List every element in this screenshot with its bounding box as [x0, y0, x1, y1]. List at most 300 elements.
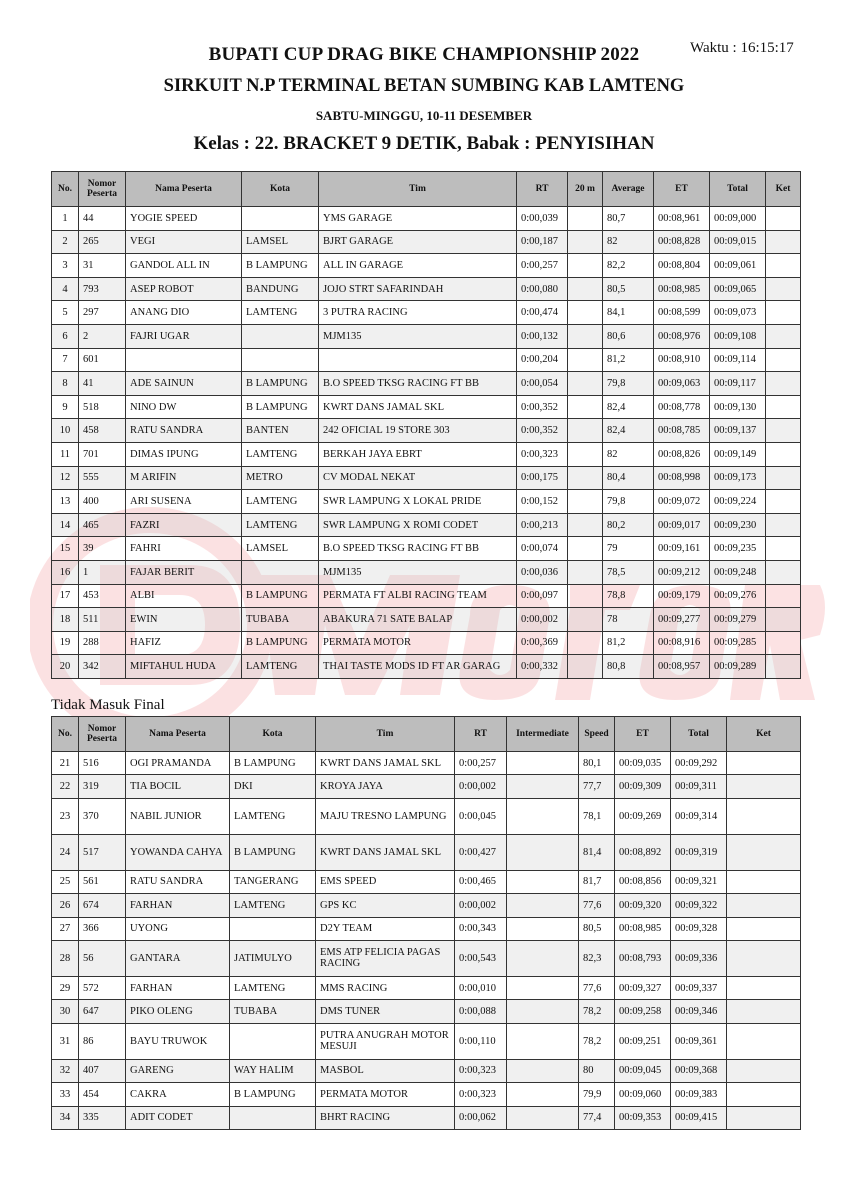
cell-nama-peserta: BAYU TRUWOK: [126, 1023, 230, 1059]
cell-nama-peserta: EWIN: [126, 608, 242, 632]
cell-et: 00:08,828: [654, 230, 710, 254]
header-col-ket: Ket: [766, 172, 801, 207]
cell-nama-peserta: GARENG: [126, 1059, 230, 1082]
cell-tim: 242 OFICIAL 19 STORE 303: [319, 419, 517, 443]
cell-kota: [242, 324, 319, 348]
cell-no: 15: [52, 537, 79, 561]
cell-intermediate: [568, 631, 603, 655]
cell-intermediate: [507, 894, 579, 917]
cell-kota: LAMTENG: [230, 976, 316, 999]
cell-total: 00:09,015: [710, 230, 766, 254]
header-col-kota: Kota: [230, 717, 316, 752]
cell-total: 00:09,117: [710, 372, 766, 396]
cell-tim: YMS GARAGE: [319, 207, 517, 231]
cell-ket: [766, 631, 801, 655]
cell-intermediate: [568, 324, 603, 348]
cell-intermediate: [568, 442, 603, 466]
table-row: [52, 976, 801, 999]
cell-nama-peserta: FAJRI UGAR: [126, 324, 242, 348]
cell-nomor-peserta: 517: [79, 834, 126, 870]
cell-nomor-peserta: 56: [79, 940, 126, 976]
cell-no: 2: [52, 230, 79, 254]
cell-rt: 0:00,257: [455, 752, 507, 775]
table-row: [52, 348, 801, 372]
cell-tim: KWRT DANS JAMAL SKL: [316, 752, 455, 775]
cell-rt: 0:00,187: [517, 230, 568, 254]
cell-speed: 82,3: [579, 940, 615, 976]
cell-et: 00:09,309: [615, 775, 671, 798]
cell-rt: 0:00,257: [517, 254, 568, 278]
cell-nomor-peserta: 297: [79, 301, 126, 325]
cell-kota: B LAMPUNG: [230, 1083, 316, 1106]
cell-speed: 79: [603, 537, 654, 561]
cell-rt: 0:00,369: [517, 631, 568, 655]
cell-total: 00:09,285: [710, 631, 766, 655]
header-col-total: Total: [671, 717, 727, 752]
cell-nomor-peserta: 2: [79, 324, 126, 348]
cell-et: 00:09,072: [654, 490, 710, 514]
cell-kota: LAMSEL: [242, 230, 319, 254]
table-row: [52, 277, 801, 301]
cell-nomor-peserta: 458: [79, 419, 126, 443]
cell-tim: PERMATA FT ALBI RACING TEAM: [319, 584, 517, 608]
cell-no: 17: [52, 584, 79, 608]
cell-speed: 81,2: [603, 631, 654, 655]
cell-ket: [766, 419, 801, 443]
cell-tim: [319, 348, 517, 372]
cell-tim: GPS KC: [316, 894, 455, 917]
cell-kota: LAMSEL: [242, 537, 319, 561]
cell-nama-peserta: ADE SAINUN: [126, 372, 242, 396]
cell-kota: B LAMPUNG: [242, 372, 319, 396]
cell-intermediate: [568, 301, 603, 325]
cell-rt: 0:00,152: [517, 490, 568, 514]
cell-intermediate: [568, 348, 603, 372]
cell-et: 00:08,804: [654, 254, 710, 278]
cell-no: 1: [52, 207, 79, 231]
cell-nomor-peserta: 518: [79, 395, 126, 419]
cell-rt: 0:00,175: [517, 466, 568, 490]
cell-nama-peserta: HAFIZ: [126, 631, 242, 655]
table-header-row: [52, 717, 801, 752]
cell-no: 16: [52, 560, 79, 584]
cell-rt: 0:00,110: [455, 1023, 507, 1059]
cell-tim: BERKAH JAYA EBRT: [319, 442, 517, 466]
cell-total: 00:09,173: [710, 466, 766, 490]
cell-nama-peserta: DIMAS IPUNG: [126, 442, 242, 466]
cell-rt: 0:00,323: [455, 1083, 507, 1106]
cell-ket: [727, 752, 801, 775]
cell-tim: ALL IN GARAGE: [319, 254, 517, 278]
cell-et: 00:08,985: [654, 277, 710, 301]
cell-speed: 82,4: [603, 419, 654, 443]
cell-total: 00:09,137: [710, 419, 766, 443]
cell-nomor-peserta: 288: [79, 631, 126, 655]
cell-kota: METRO: [242, 466, 319, 490]
cell-speed: 81,2: [603, 348, 654, 372]
cell-kota: LAMTENG: [242, 301, 319, 325]
cell-nama-peserta: UYONG: [126, 917, 230, 940]
header-col-speed: Speed: [579, 717, 615, 752]
cell-speed: 80,2: [603, 513, 654, 537]
cell-rt: 0:00,343: [455, 917, 507, 940]
cell-et: 00:08,961: [654, 207, 710, 231]
cell-tim: KROYA JAYA: [316, 775, 455, 798]
cell-kota: BANDUNG: [242, 277, 319, 301]
cell-nama-peserta: FARHAN: [126, 894, 230, 917]
header-col-no: No.: [52, 172, 79, 207]
cell-tim: MASBOL: [316, 1059, 455, 1082]
cell-tim: KWRT DANS JAMAL SKL: [316, 834, 455, 870]
cell-tim: B.O SPEED TKSG RACING FT BB: [319, 372, 517, 396]
cell-speed: 82: [603, 442, 654, 466]
table-row: [52, 870, 801, 893]
cell-nomor-peserta: 44: [79, 207, 126, 231]
cell-tim: EMS SPEED: [316, 870, 455, 893]
cell-ket: [727, 1059, 801, 1082]
cell-no: 3: [52, 254, 79, 278]
header-col-ket: Ket: [727, 717, 801, 752]
cell-rt: 0:00,543: [455, 940, 507, 976]
cell-et: 00:09,269: [615, 798, 671, 834]
cell-nomor-peserta: 319: [79, 775, 126, 798]
cell-total: 00:09,292: [671, 752, 727, 775]
cell-ket: [727, 1023, 801, 1059]
table-row: [52, 513, 801, 537]
table-row: [52, 442, 801, 466]
cell-total: 00:09,361: [671, 1023, 727, 1059]
cell-nama-peserta: ASEP ROBOT: [126, 277, 242, 301]
cell-nama-peserta: M ARIFIN: [126, 466, 242, 490]
cell-total: 00:09,319: [671, 834, 727, 870]
cell-tim: EMS ATP FELICIA PAGAS RACING: [316, 940, 455, 976]
cell-kota: B LAMPUNG: [230, 752, 316, 775]
cell-nama-peserta: YOWANDA CAHYA: [126, 834, 230, 870]
cell-no: 28: [52, 940, 79, 976]
cell-intermediate: [507, 940, 579, 976]
cell-no: 7: [52, 348, 79, 372]
cell-intermediate: [507, 1000, 579, 1023]
cell-nama-peserta: ARI SUSENA: [126, 490, 242, 514]
table-row: [52, 655, 801, 679]
cell-rt: 0:00,045: [455, 798, 507, 834]
cell-intermediate: [568, 230, 603, 254]
cell-intermediate: [568, 490, 603, 514]
table-row: [52, 834, 801, 870]
cell-tim: PUTRA ANUGRAH MOTOR MESUJI: [316, 1023, 455, 1059]
cell-kota: TANGERANG: [230, 870, 316, 893]
cell-intermediate: [568, 277, 603, 301]
cell-tim: D2Y TEAM: [316, 917, 455, 940]
cell-tim: THAI TASTE MODS ID FT AR GARAG: [319, 655, 517, 679]
cell-nomor-peserta: 601: [79, 348, 126, 372]
cell-total: 00:09,311: [671, 775, 727, 798]
cell-intermediate: [568, 207, 603, 231]
cell-tim: MMS RACING: [316, 976, 455, 999]
cell-tim: DMS TUNER: [316, 1000, 455, 1023]
cell-nama-peserta: NINO DW: [126, 395, 242, 419]
cell-total: 00:09,000: [710, 207, 766, 231]
table-row: [52, 940, 801, 976]
cell-total: 00:09,114: [710, 348, 766, 372]
cell-no: 4: [52, 277, 79, 301]
class-round-title: Kelas : 22. BRACKET 9 DETIK, Babak : PENYISIHAN: [193, 133, 655, 154]
section-title-tidak-masuk-final: Tidak Masuk Final: [51, 697, 165, 713]
cell-ket: [727, 798, 801, 834]
cell-intermediate: [507, 834, 579, 870]
cell-ket: [766, 230, 801, 254]
cell-nomor-peserta: 561: [79, 870, 126, 893]
cell-intermediate: [568, 466, 603, 490]
cell-ket: [766, 490, 801, 514]
cell-kota: B LAMPUNG: [242, 395, 319, 419]
cell-rt: 0:00,474: [517, 301, 568, 325]
cell-rt: 0:00,002: [455, 894, 507, 917]
cell-intermediate: [507, 976, 579, 999]
cell-intermediate: [507, 1106, 579, 1129]
header-col-nomor-peserta: Nomor Peserta: [79, 717, 126, 752]
cell-et: 00:09,045: [615, 1059, 671, 1082]
cell-total: 00:09,337: [671, 976, 727, 999]
cell-nomor-peserta: 265: [79, 230, 126, 254]
cell-kota: DKI: [230, 775, 316, 798]
header-col-et: ET: [654, 172, 710, 207]
cell-nama-peserta: RATU SANDRA: [126, 419, 242, 443]
cell-intermediate: [507, 870, 579, 893]
cell-speed: 77,7: [579, 775, 615, 798]
cell-nomor-peserta: 1: [79, 560, 126, 584]
cell-nama-peserta: FAZRI: [126, 513, 242, 537]
cell-no: 32: [52, 1059, 79, 1082]
cell-no: 8: [52, 372, 79, 396]
table-row: [52, 301, 801, 325]
cell-rt: 0:00,036: [517, 560, 568, 584]
cell-nomor-peserta: 86: [79, 1023, 126, 1059]
cell-ket: [727, 1083, 801, 1106]
cell-no: 12: [52, 466, 79, 490]
cell-kota: [230, 1023, 316, 1059]
table-row: [52, 775, 801, 798]
cell-rt: 0:00,010: [455, 976, 507, 999]
table-row: [52, 894, 801, 917]
cell-tim: MAJU TRESNO LAMPUNG: [316, 798, 455, 834]
cell-no: 31: [52, 1023, 79, 1059]
header-col-rt: RT: [455, 717, 507, 752]
cell-et: 00:08,976: [654, 324, 710, 348]
cell-speed: 79,9: [579, 1083, 615, 1106]
cell-no: 18: [52, 608, 79, 632]
table-row: [52, 917, 801, 940]
cell-tim: ABAKURA 71 SATE BALAP: [319, 608, 517, 632]
cell-ket: [727, 834, 801, 870]
cell-rt: 0:00,054: [517, 372, 568, 396]
cell-intermediate: [568, 537, 603, 561]
cell-et: 00:08,826: [654, 442, 710, 466]
cell-tim: BHRT RACING: [316, 1106, 455, 1129]
event-date: SABTU-MINGGU, 10-11 DESEMBER: [315, 108, 533, 123]
cell-ket: [727, 1000, 801, 1023]
header-col-no: No.: [52, 717, 79, 752]
cell-et: 00:08,856: [615, 870, 671, 893]
cell-nomor-peserta: 454: [79, 1083, 126, 1106]
cell-et: 00:09,327: [615, 976, 671, 999]
cell-total: 00:09,065: [710, 277, 766, 301]
event-title: BUPATI CUP DRAG BIKE CHAMPIONSHIP 2022: [208, 44, 640, 65]
header-col-intermediate: 20 m: [568, 172, 603, 207]
cell-tim: BJRT GARAGE: [319, 230, 517, 254]
cell-rt: 0:00,332: [517, 655, 568, 679]
cell-no: 23: [52, 798, 79, 834]
cell-speed: 84,1: [603, 301, 654, 325]
cell-nama-peserta: CAKRA: [126, 1083, 230, 1106]
cell-ket: [727, 894, 801, 917]
cell-et: 00:09,277: [654, 608, 710, 632]
cell-total: 00:09,230: [710, 513, 766, 537]
cell-ket: [727, 976, 801, 999]
cell-et: 00:08,916: [654, 631, 710, 655]
cell-tim: KWRT DANS JAMAL SKL: [319, 395, 517, 419]
cell-ket: [766, 254, 801, 278]
cell-kota: B LAMPUNG: [230, 834, 316, 870]
cell-no: 30: [52, 1000, 79, 1023]
cell-nama-peserta: YOGIE SPEED: [126, 207, 242, 231]
header-col-tim: Tim: [316, 717, 455, 752]
cell-total: 00:09,073: [710, 301, 766, 325]
table-row: [52, 419, 801, 443]
cell-nomor-peserta: 370: [79, 798, 126, 834]
cell-intermediate: [568, 254, 603, 278]
cell-nomor-peserta: 31: [79, 254, 126, 278]
cell-kota: [230, 917, 316, 940]
cell-nama-peserta: [126, 348, 242, 372]
cell-speed: 78,2: [579, 1000, 615, 1023]
cell-kota: WAY HALIM: [230, 1059, 316, 1082]
cell-total: 00:09,328: [671, 917, 727, 940]
cell-nomor-peserta: 793: [79, 277, 126, 301]
cell-ket: [766, 655, 801, 679]
header-col-et: ET: [615, 717, 671, 752]
cell-kota: LAMTENG: [242, 655, 319, 679]
cell-rt: 0:00,427: [455, 834, 507, 870]
results-table-finalists: [51, 171, 801, 679]
cell-speed: 80: [579, 1059, 615, 1082]
cell-tim: MJM135: [319, 560, 517, 584]
table-row: [52, 560, 801, 584]
cell-speed: 80,5: [579, 917, 615, 940]
cell-kota: TUBABA: [242, 608, 319, 632]
cell-speed: 78,2: [579, 1023, 615, 1059]
cell-speed: 82,2: [603, 254, 654, 278]
cell-speed: 80,1: [579, 752, 615, 775]
cell-tim: PERMATA MOTOR: [316, 1083, 455, 1106]
cell-rt: 0:00,074: [517, 537, 568, 561]
cell-ket: [766, 466, 801, 490]
header-col-nama-peserta: Nama Peserta: [126, 717, 230, 752]
cell-speed: 79,8: [603, 490, 654, 514]
cell-no: 24: [52, 834, 79, 870]
cell-speed: 82,4: [603, 395, 654, 419]
cell-no: 9: [52, 395, 79, 419]
cell-nomor-peserta: 511: [79, 608, 126, 632]
cell-total: 00:09,336: [671, 940, 727, 976]
cell-kota: LAMTENG: [242, 513, 319, 537]
cell-total: 00:09,321: [671, 870, 727, 893]
cell-ket: [727, 940, 801, 976]
cell-ket: [766, 442, 801, 466]
cell-no: 14: [52, 513, 79, 537]
cell-ket: [766, 324, 801, 348]
cell-nama-peserta: ALBI: [126, 584, 242, 608]
cell-rt: 0:00,213: [517, 513, 568, 537]
cell-tim: SWR LAMPUNG X LOKAL PRIDE: [319, 490, 517, 514]
cell-total: 00:09,314: [671, 798, 727, 834]
table-row: [52, 584, 801, 608]
cell-kota: JATIMULYO: [230, 940, 316, 976]
cell-tim: B.O SPEED TKSG RACING FT BB: [319, 537, 517, 561]
cell-total: 00:09,279: [710, 608, 766, 632]
cell-rt: 0:00,204: [517, 348, 568, 372]
table-row: [52, 1023, 801, 1059]
cell-et: 00:08,793: [615, 940, 671, 976]
cell-total: 00:09,061: [710, 254, 766, 278]
cell-no: 29: [52, 976, 79, 999]
cell-speed: 77,6: [579, 894, 615, 917]
cell-total: 00:09,130: [710, 395, 766, 419]
cell-kota: B LAMPUNG: [242, 631, 319, 655]
table-row: [52, 798, 801, 834]
venue-title: SIRKUIT N.P TERMINAL BETAN SUMBING KAB LAMTENG: [163, 76, 685, 96]
cell-nama-peserta: NABIL JUNIOR: [126, 798, 230, 834]
table-row: [52, 631, 801, 655]
table-row: [52, 537, 801, 561]
cell-et: 00:08,892: [615, 834, 671, 870]
cell-intermediate: [568, 419, 603, 443]
cell-speed: 79,8: [603, 372, 654, 396]
cell-intermediate: [507, 1059, 579, 1082]
cell-speed: 78,8: [603, 584, 654, 608]
cell-intermediate: [507, 917, 579, 940]
cell-et: 00:08,957: [654, 655, 710, 679]
table-row: [52, 207, 801, 231]
cell-rt: 0:00,088: [455, 1000, 507, 1023]
cell-no: 20: [52, 655, 79, 679]
cell-ket: [766, 301, 801, 325]
cell-total: 00:09,108: [710, 324, 766, 348]
cell-et: 00:09,320: [615, 894, 671, 917]
cell-ket: [766, 608, 801, 632]
cell-nomor-peserta: 366: [79, 917, 126, 940]
cell-speed: 80,7: [603, 207, 654, 231]
cell-total: 00:09,415: [671, 1106, 727, 1129]
cell-et: 00:09,161: [654, 537, 710, 561]
table-row: [52, 254, 801, 278]
cell-intermediate: [568, 372, 603, 396]
cell-nama-peserta: FARHAN: [126, 976, 230, 999]
cell-kota: [242, 207, 319, 231]
cell-no: 26: [52, 894, 79, 917]
cell-total: 00:09,346: [671, 1000, 727, 1023]
cell-nomor-peserta: 647: [79, 1000, 126, 1023]
cell-ket: [727, 775, 801, 798]
cell-nomor-peserta: 342: [79, 655, 126, 679]
cell-ket: [766, 395, 801, 419]
cell-tim: PERMATA MOTOR: [319, 631, 517, 655]
cell-kota: LAMTENG: [242, 442, 319, 466]
header-col-intermediate: Intermediate: [507, 717, 579, 752]
cell-nama-peserta: FAJAR BERIT: [126, 560, 242, 584]
cell-et: 00:09,017: [654, 513, 710, 537]
cell-nama-peserta: PIKO OLENG: [126, 1000, 230, 1023]
